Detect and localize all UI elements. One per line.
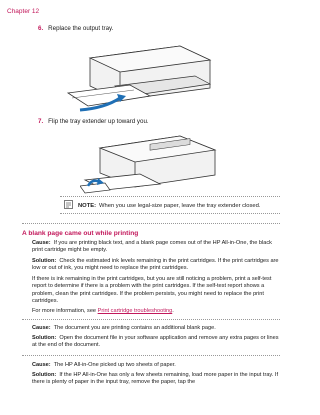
- divider: [22, 223, 280, 224]
- solution-label: Solution:: [32, 335, 57, 341]
- divider: [22, 319, 280, 320]
- solution-text: Check the estimated ink levels remaining in the print cartridges. If the print cartridges are low or out of ink, you might need to replace the print cartridges.: [32, 258, 279, 272]
- step-number: 7.: [38, 118, 44, 125]
- solution-text: If the HP All-in-One has only a few sheets remaining, load more paper in the input tray. If there is plenty of paper in the input tray, remove the paper, tap the: [32, 372, 279, 386]
- printer-illustration: [80, 130, 230, 195]
- section-title: A blank page came out while printing: [22, 230, 139, 237]
- troubleshooting-link[interactable]: Print cartridge troubleshooting: [97, 308, 173, 314]
- more-info-prefix: For more information, see: [32, 308, 98, 314]
- divider: [60, 213, 280, 214]
- solution-paragraph: [32, 335, 282, 350]
- note-icon: [64, 200, 74, 211]
- cause-label: Cause:: [32, 325, 51, 331]
- divider: [22, 355, 280, 356]
- step-text: Replace the output tray.: [48, 25, 114, 32]
- solution-paragraph: [32, 372, 282, 387]
- cause-label: Cause:: [32, 240, 51, 246]
- step-6: [38, 25, 113, 32]
- note-box: [64, 200, 276, 211]
- divider: [60, 196, 280, 197]
- step-text: Flip the tray extender up toward you.: [48, 118, 149, 125]
- solution-detail: If there is ink remaining in the print cartridges, but you are still noticing a problem, print a self-test report to determine if there is a problem with the print cartridges. If the self-test report shows a problem, clean the print cartridges. If the problem persists, you might need to replace the print cartridges.: [32, 276, 272, 305]
- note-text: When you use legal-size paper, leave the tray extender closed.: [99, 203, 261, 210]
- step-number: 6.: [38, 25, 44, 32]
- cause-paragraph: [32, 362, 282, 369]
- solution-paragraph: [32, 258, 282, 273]
- more-info: [32, 308, 282, 315]
- cause-text: The document you are printing contains an additional blank page.: [53, 325, 216, 331]
- printer-illustration: [60, 38, 230, 113]
- cause-text: If you are printing black text, and a blank page comes out of the HP All-in-One, the black print cartridge might be empty.: [32, 240, 272, 254]
- cause-paragraph: [32, 240, 282, 255]
- more-info-suffix: .: [172, 308, 174, 314]
- cause-text: The HP All-in-One picked up two sheets of paper.: [53, 362, 176, 368]
- solution-label: Solution:: [32, 372, 57, 378]
- note-label: NOTE:: [78, 203, 97, 210]
- chapter-header: Chapter 12: [7, 8, 40, 15]
- step-7: [38, 118, 149, 125]
- cause-label: Cause:: [32, 362, 51, 368]
- cause-paragraph: [32, 325, 282, 332]
- solution-label: Solution:: [32, 258, 57, 264]
- solution-text: Open the document file in your software application and remove any extra pages or lines at the end of the document.: [32, 335, 279, 349]
